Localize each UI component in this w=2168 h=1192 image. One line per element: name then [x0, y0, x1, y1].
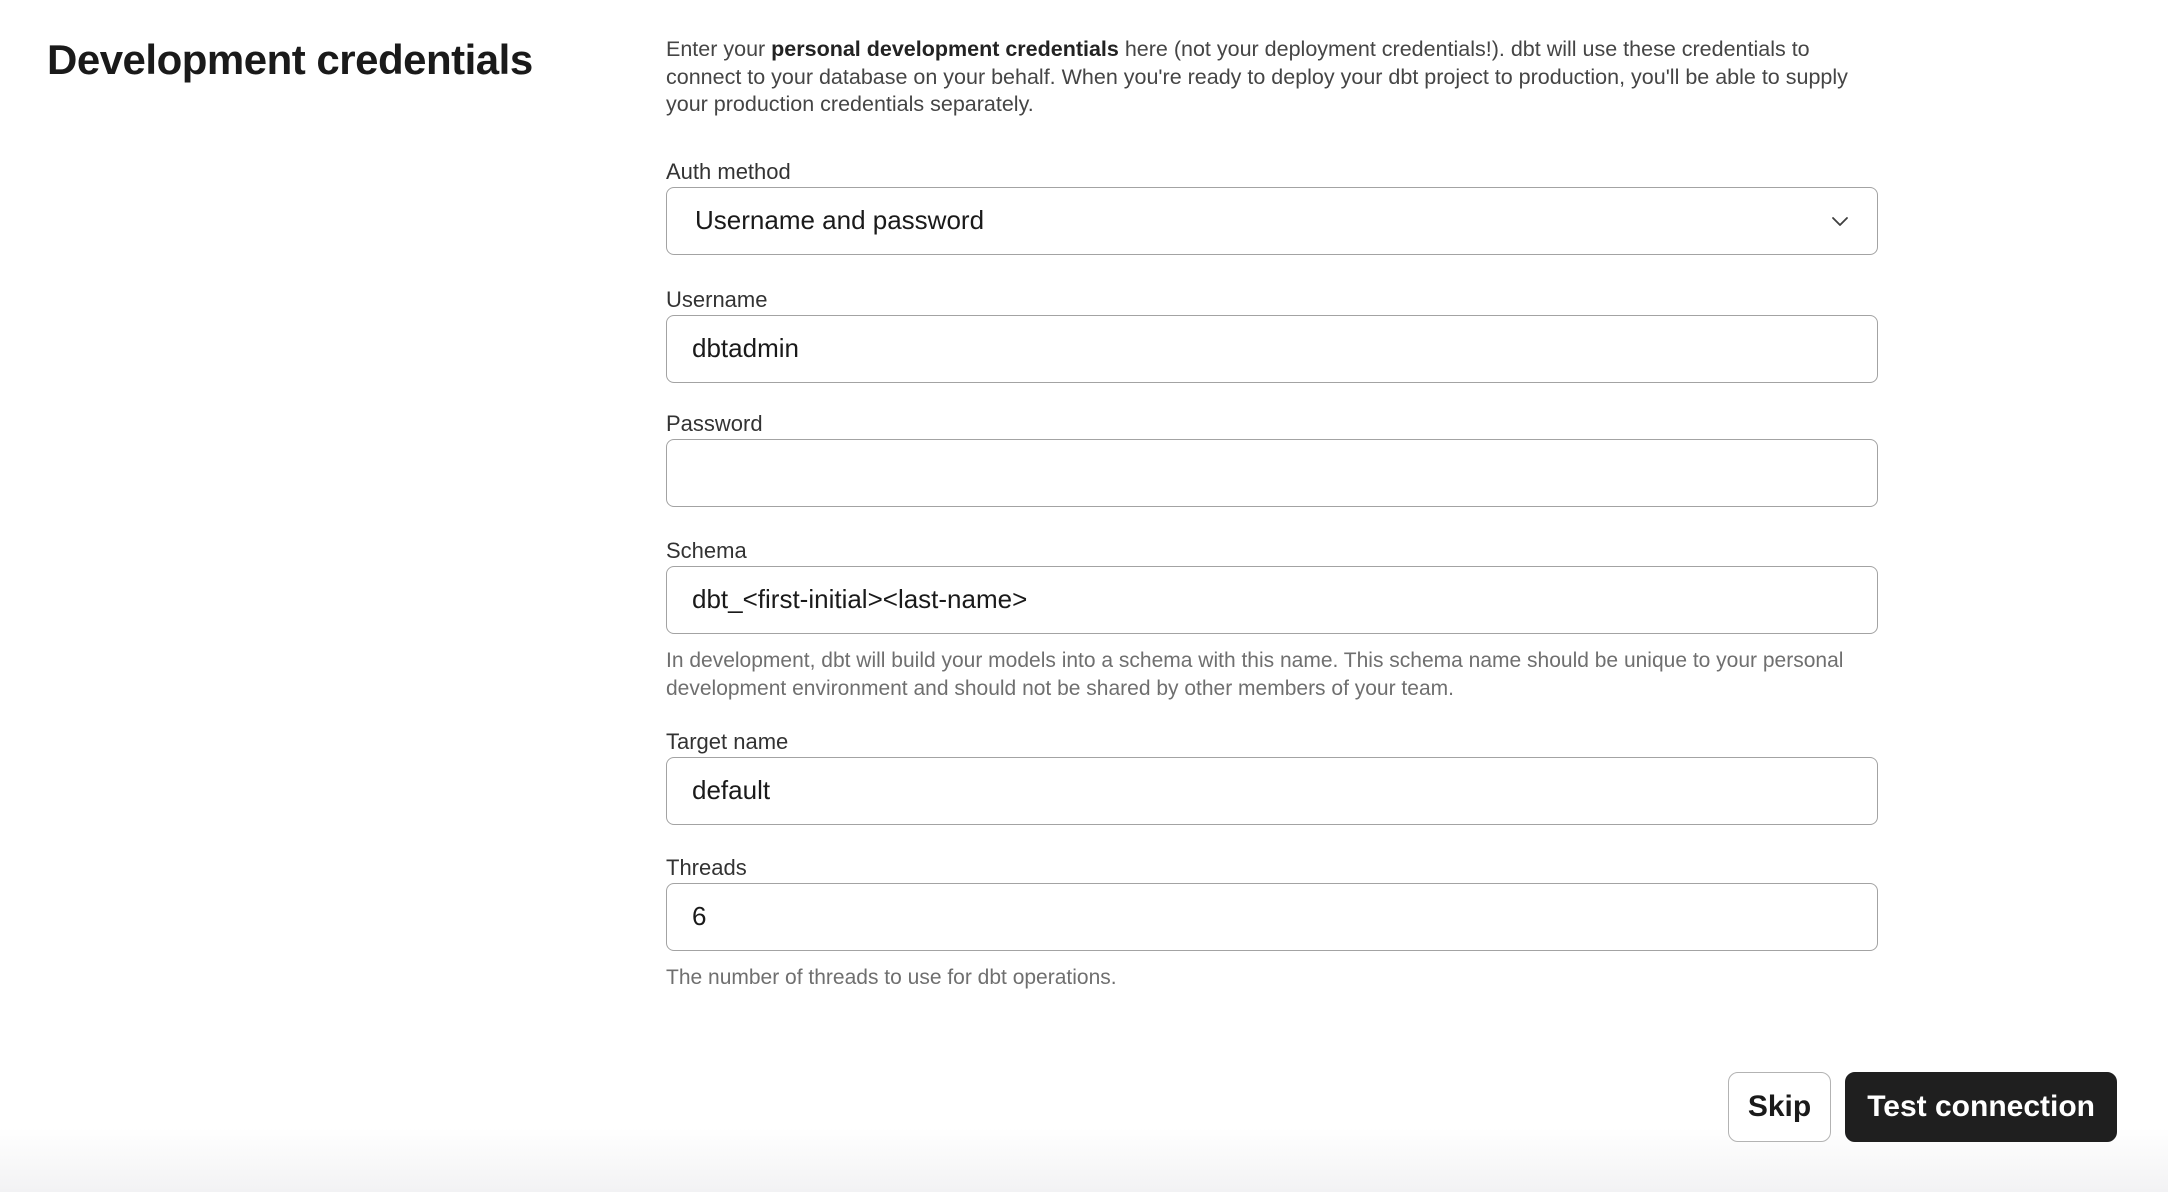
schema-helper-text: In development, dbt will build your models into a schema with this name. This schema name should be unique to your personal development environment and should not be shared by other members of your team. — [666, 648, 1844, 700]
description-bold: personal development credentials — [771, 37, 1119, 61]
password-input[interactable] — [666, 439, 1878, 507]
skip-button[interactable]: Skip — [1728, 1072, 1831, 1142]
chevron-down-icon — [1828, 209, 1852, 233]
schema-label: Schema — [666, 537, 747, 563]
auth-method-select[interactable] — [666, 187, 1878, 255]
description-prefix: Enter your — [666, 37, 772, 61]
test-connection-button[interactable]: Test connection — [1845, 1072, 2117, 1142]
page-title: Development credentials — [47, 36, 533, 83]
target-name-input[interactable] — [666, 757, 1878, 825]
auth-method-label: Auth method — [666, 158, 791, 184]
username-label: Username — [666, 286, 768, 312]
password-label: Password — [666, 410, 763, 436]
footer-actions — [1728, 1072, 2117, 1142]
threads-input[interactable] — [666, 883, 1878, 951]
target-name-label: Target name — [666, 728, 789, 754]
threads-helper-text: The number of threads to use for dbt operations. — [666, 965, 1117, 989]
description-suffix: here (not your deployment credentials!). dbt will use these credentials to connect to your database on your behalf. When you're ready to deploy your dbt project to production, you'll be able to supply your production credentials separately. — [666, 37, 1848, 116]
username-input[interactable] — [666, 315, 1878, 383]
credentials-form — [666, 36, 1878, 992]
threads-label: Threads — [666, 854, 747, 880]
schema-input[interactable] — [666, 566, 1878, 634]
description-text — [666, 36, 1878, 119]
auth-method-value: Username and password — [695, 205, 985, 235]
